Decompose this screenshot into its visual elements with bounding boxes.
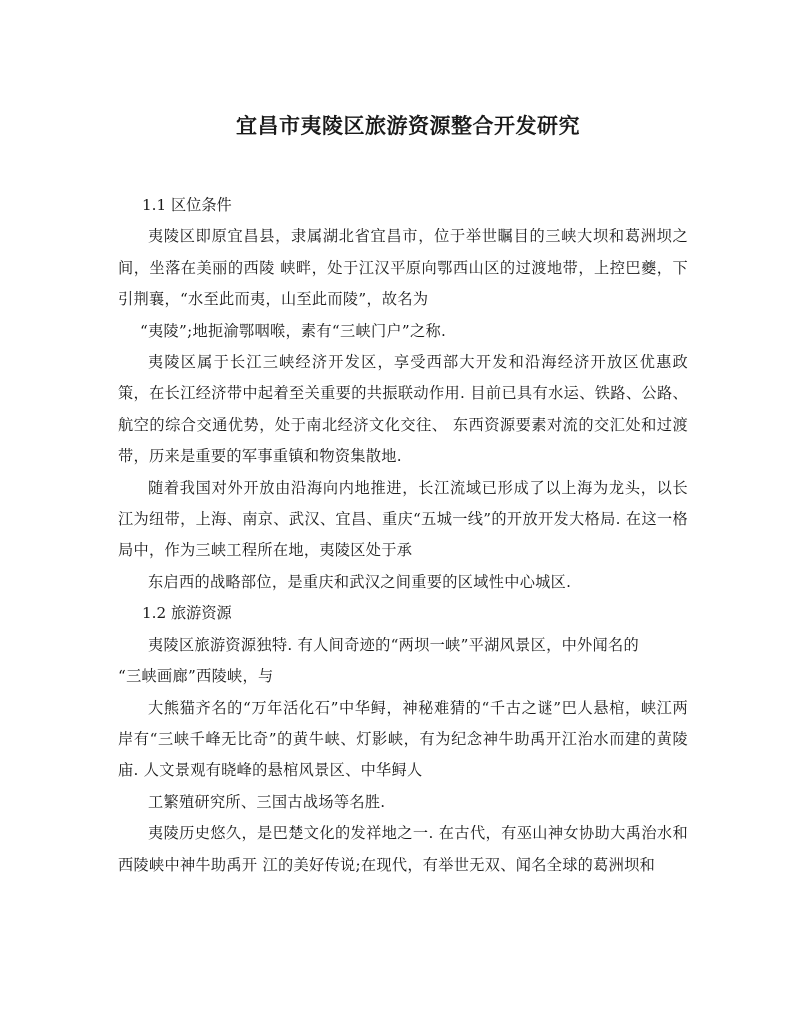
section-heading-tourism: 1.2 旅游资源 [142, 604, 232, 623]
paragraph: “夷陵”;地扼渝鄂咽喉，素有“三峡门户”之称. [140, 321, 447, 340]
paragraph: 随着我国对外开放由沿海向内地推进，长江流域已形成了以上海为龙头，以长江为纽带，上海、南京、武汉、宜昌、重庆“五城一线”的开放开发大格局. 在这一格局中，作为三峡工程所在地，夷陵区处于承 [118, 478, 688, 560]
paragraph: 夷陵区即原宜昌县，隶属湖北省宜昌市，位于举世瞩目的三峡大坝和葛洲坝之间，坐落在美丽的西陵 峡畔，处于江汉平原向鄂西山区的过渡地带，上控巴夔，下引荆襄，“水至此而夷，山至此而陵”，故名为 [118, 227, 688, 309]
paragraph: 工繁殖研究所、三国古战场等名胜. [148, 792, 386, 811]
paragraph: “三峡画廊”西陵峡，与 [118, 667, 274, 686]
document-title: 宜昌市夷陵区旅游资源整合开发研究 [236, 113, 580, 138]
paragraph: 大熊猫齐名的“万年活化石”中华鲟，神秘难猜的“千古之谜”巴人悬棺，峡江两岸有“三峡千峰无比奇”的黄牛峡、灯影峡，有为纪念神牛助禹开江治水而建的黄陵庙. 人文景观有晓峰的悬棺风景区、中华鲟人 [118, 698, 688, 780]
paragraph: 夷陵历史悠久，是巴楚文化的发祥地之一. 在古代，有巫山神女协助大禹治水和西陵峡中神牛助禹开 江的美好传说;在现代，有举世无双、闻名全球的葛洲坝和 [118, 824, 688, 874]
section-heading-location: 1.1 区位条件 [142, 196, 232, 214]
paragraph: 夷陵区属于长江三峡经济开发区，享受西部大开发和沿海经济开放区优惠政策，在长江经济带中起着至关重要的共振联动作用. 目前已具有水运、铁路、公路、航空的综合交通优势，处于南北经济文化交往、 东西资源要素对流的交汇处和过渡带，历来是重要的军事重镇和物资集散地. [118, 353, 688, 466]
paragraph: 夷陵区旅游资源独特. 有人间奇迹的“两坝一峡”平湖风景区，中外闻名的 [148, 635, 640, 654]
paragraph: 东启西的战略部位，是重庆和武汉之间重要的区域性中心城区. [148, 572, 572, 591]
